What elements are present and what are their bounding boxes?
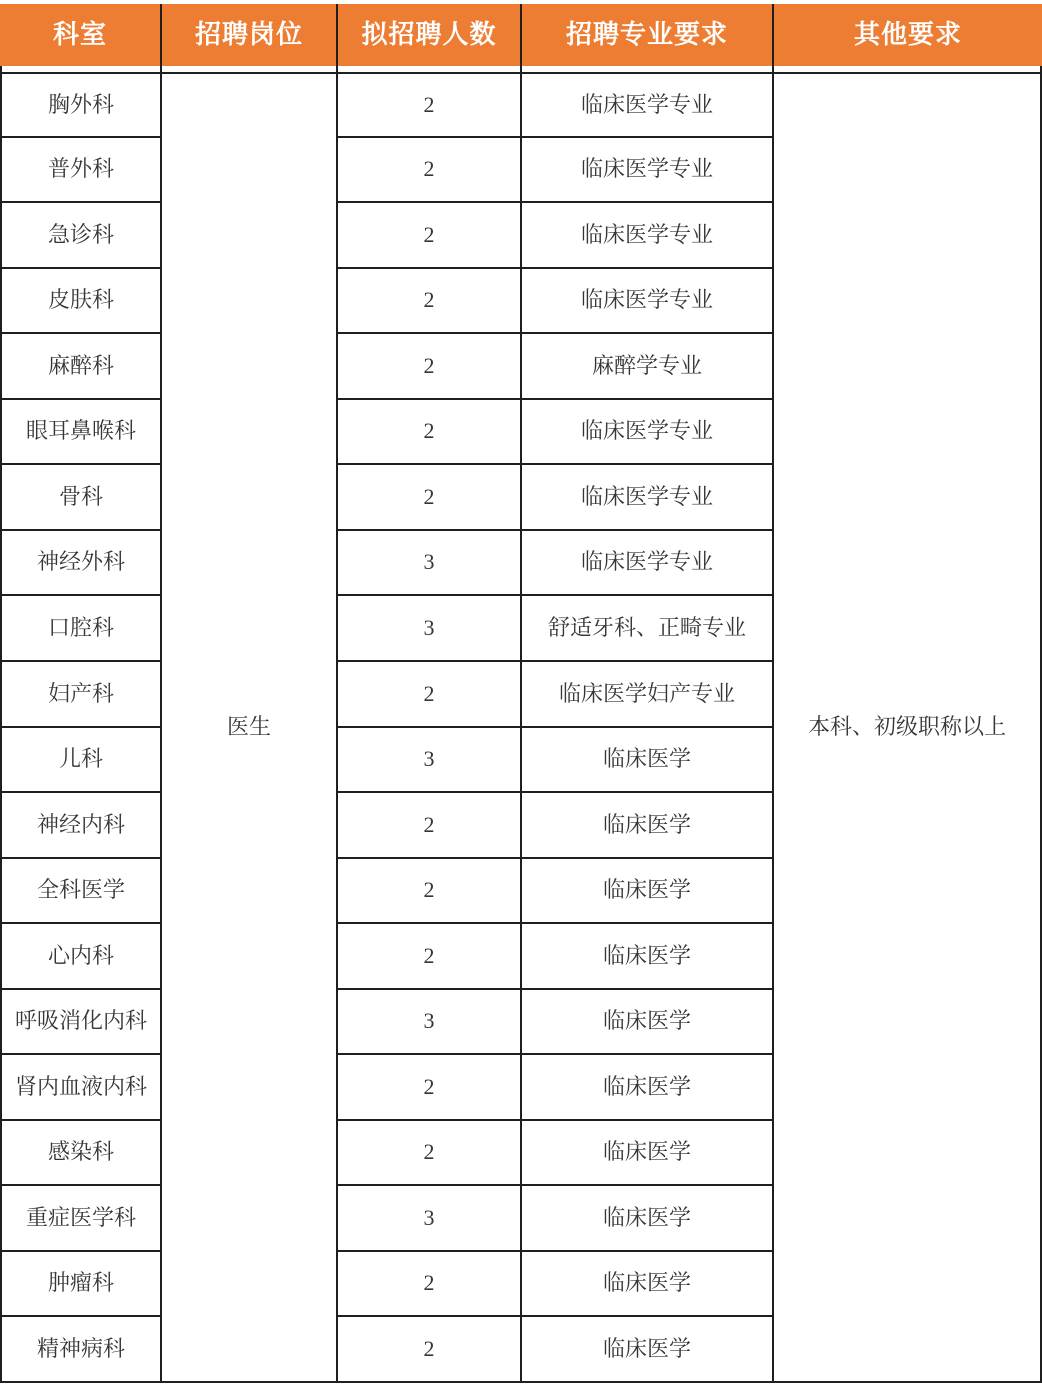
count-cell: 2 <box>338 465 522 531</box>
header-position: 招聘岗位 <box>162 4 338 66</box>
count-cell: 3 <box>338 990 522 1056</box>
major-cell: 临床医学专业 <box>522 269 774 335</box>
department-cell: 肿瘤科 <box>0 1252 162 1318</box>
department-cell: 呼吸消化内科 <box>0 990 162 1056</box>
major-cell: 舒适牙科、正畸专业 <box>522 596 774 662</box>
department-cell: 骨科 <box>0 465 162 531</box>
major-cell: 临床医学专业 <box>522 531 774 597</box>
header-other: 其他要求 <box>774 4 1042 66</box>
major-cell: 临床医学 <box>522 990 774 1056</box>
header-major: 招聘专业要求 <box>522 4 774 66</box>
count-cell: 2 <box>338 662 522 728</box>
department-cell: 重症医学科 <box>0 1186 162 1252</box>
major-cell: 临床医学 <box>522 924 774 990</box>
major-cell: 临床医学专业 <box>522 465 774 531</box>
count-cell: 2 <box>338 793 522 859</box>
recruitment-table <box>0 4 1042 1383</box>
department-cell: 麻醉科 <box>0 334 162 400</box>
count-cell: 2 <box>338 138 522 204</box>
count-cell: 2 <box>338 334 522 400</box>
major-cell: 临床医学 <box>522 1186 774 1252</box>
count-cell: 2 <box>338 1121 522 1187</box>
count-cell: 2 <box>338 72 522 138</box>
count-cell: 3 <box>338 728 522 794</box>
count-cell: 2 <box>338 400 522 466</box>
major-cell: 临床医学 <box>522 859 774 925</box>
count-cell: 3 <box>338 531 522 597</box>
department-cell: 急诊科 <box>0 203 162 269</box>
department-cell: 普外科 <box>0 138 162 204</box>
count-cell: 2 <box>338 1317 522 1383</box>
major-cell: 临床医学专业 <box>522 203 774 269</box>
department-cell: 口腔科 <box>0 596 162 662</box>
major-cell: 临床医学 <box>522 1121 774 1187</box>
position-merged-cell: 医生 <box>162 72 338 1383</box>
major-cell: 临床医学 <box>522 793 774 859</box>
department-cell: 精神病科 <box>0 1317 162 1383</box>
major-cell: 麻醉学专业 <box>522 334 774 400</box>
department-cell: 全科医学 <box>0 859 162 925</box>
major-cell: 临床医学 <box>522 1252 774 1318</box>
department-cell: 皮肤科 <box>0 269 162 335</box>
count-cell: 3 <box>338 1186 522 1252</box>
major-cell: 临床医学专业 <box>522 138 774 204</box>
header-count: 拟招聘人数 <box>338 4 522 66</box>
department-cell: 神经外科 <box>0 531 162 597</box>
department-cell: 肾内血液内科 <box>0 1055 162 1121</box>
count-cell: 2 <box>338 1055 522 1121</box>
count-cell: 3 <box>338 596 522 662</box>
count-cell: 2 <box>338 859 522 925</box>
count-cell: 2 <box>338 1252 522 1318</box>
major-cell: 临床医学 <box>522 1055 774 1121</box>
department-cell: 眼耳鼻喉科 <box>0 400 162 466</box>
header-department: 科室 <box>0 4 162 66</box>
department-cell: 神经内科 <box>0 793 162 859</box>
major-cell: 临床医学 <box>522 1317 774 1383</box>
department-cell: 感染科 <box>0 1121 162 1187</box>
count-cell: 2 <box>338 924 522 990</box>
major-cell: 临床医学 <box>522 728 774 794</box>
department-cell: 心内科 <box>0 924 162 990</box>
count-cell: 2 <box>338 269 522 335</box>
count-cell: 2 <box>338 203 522 269</box>
major-cell: 临床医学妇产专业 <box>522 662 774 728</box>
major-cell: 临床医学专业 <box>522 72 774 138</box>
major-cell: 临床医学专业 <box>522 400 774 466</box>
department-cell: 胸外科 <box>0 72 162 138</box>
department-cell: 妇产科 <box>0 662 162 728</box>
department-cell: 儿科 <box>0 728 162 794</box>
other-requirement-merged-cell: 本科、初级职称以上 <box>774 72 1042 1383</box>
